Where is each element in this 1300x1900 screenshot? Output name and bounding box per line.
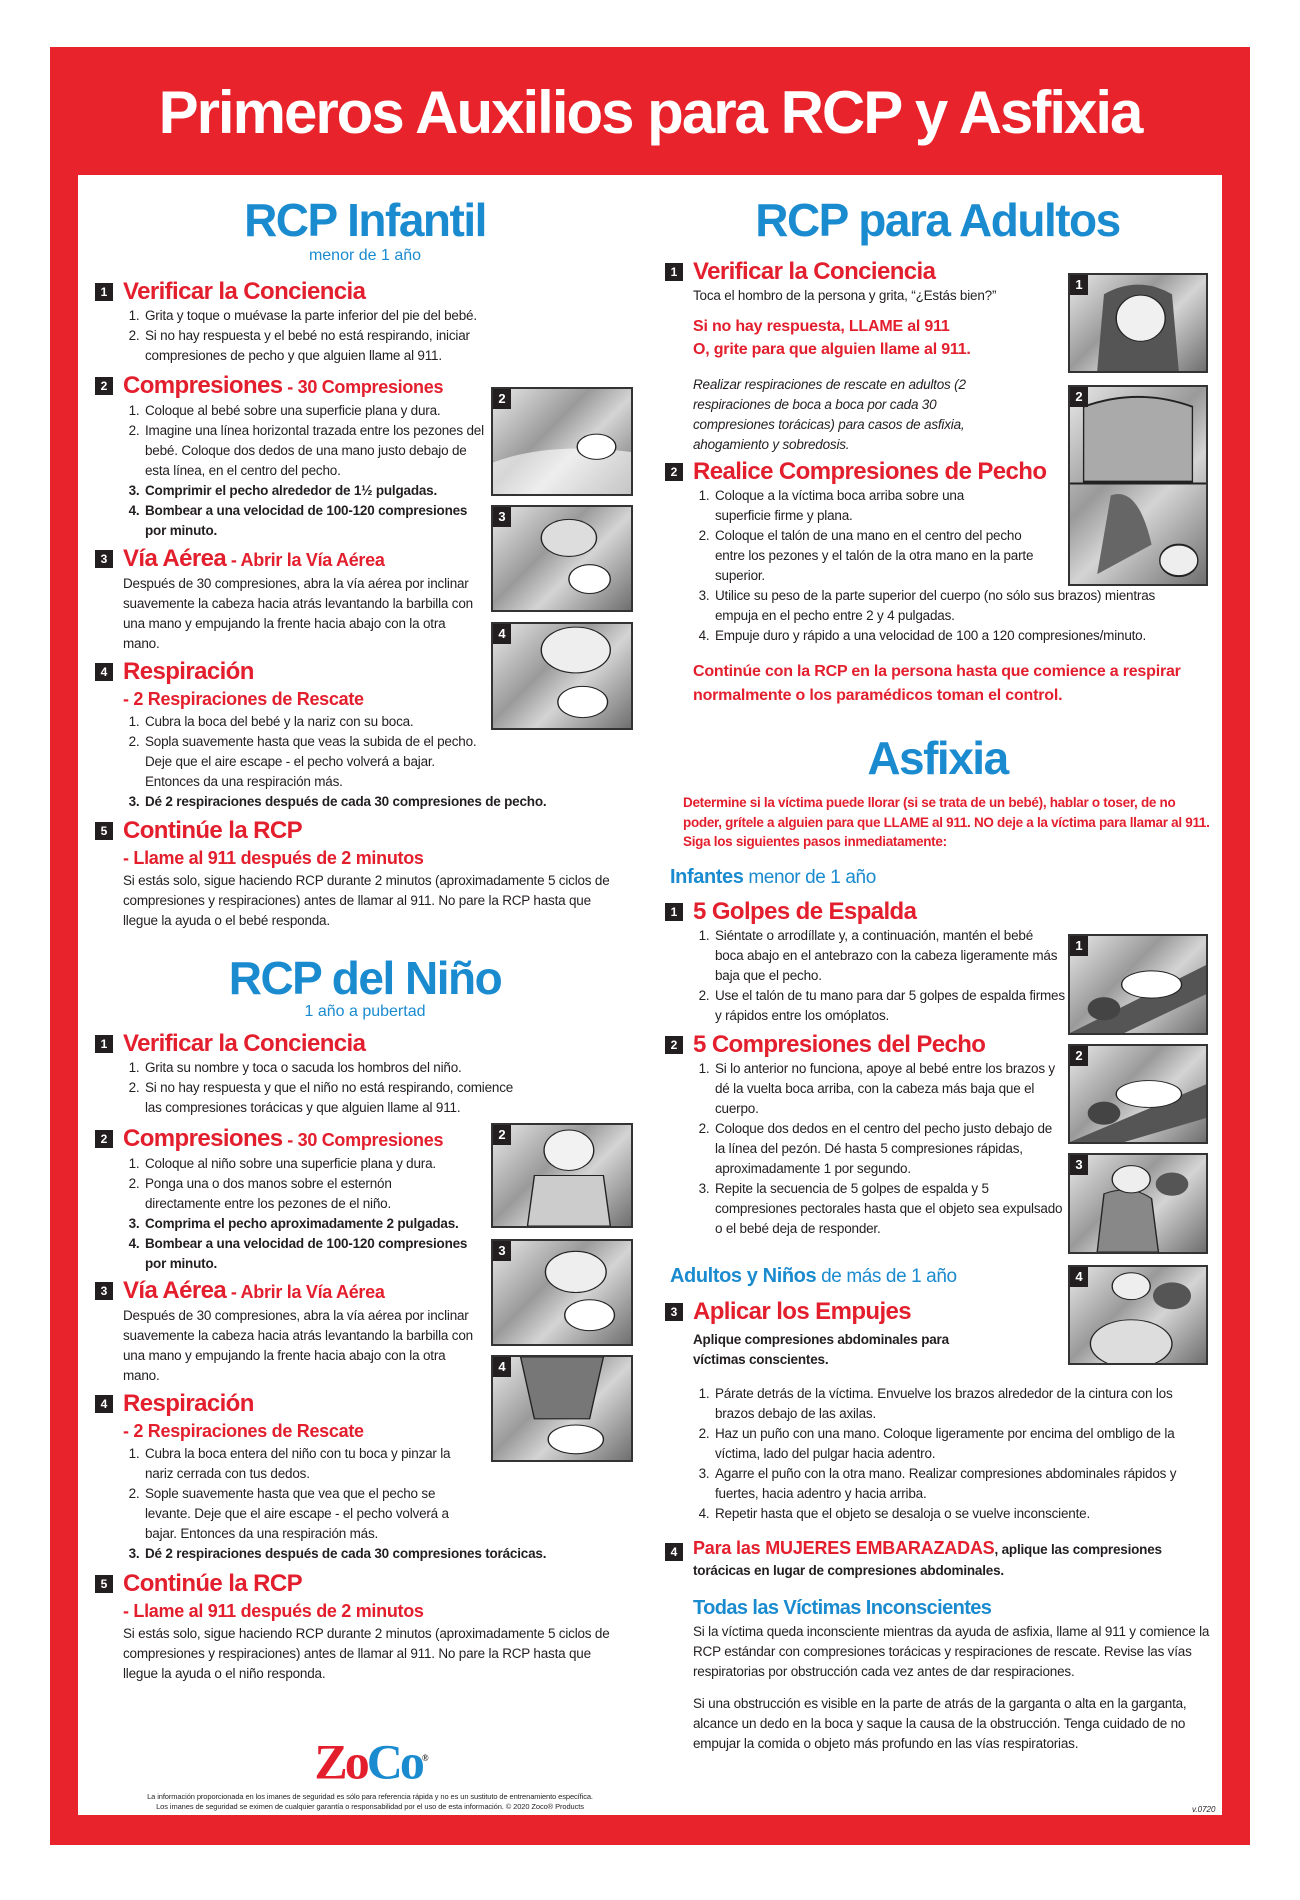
list-item: 1. Grita y toque o muévase la parte inferior del pie del bebé. — [143, 306, 635, 326]
child-cpr-heading: RCP del Niño — [228, 952, 502, 1004]
list-item: 2. Use el talón de tu mano para dar 5 golpes de espalda firmes y rápidos entre los omóplatos. — [713, 986, 1065, 1026]
step-number-badge: 5 — [95, 1575, 113, 1593]
adults-children-category: Adultos y Niños de más de 1 año — [670, 1265, 957, 1287]
step-title: Para las MUJERES EMBARAZADAS — [693, 1538, 995, 1558]
poster-title: Primeros Auxilios para RCP y Asfixia — [158, 79, 1142, 146]
list-item: 3. Dé 2 respiraciones después de cada 30 compresiones torácicas. — [143, 1544, 615, 1564]
step-text: Después de 30 compresiones, abra la vía aérea por inclinar suavemente la cabeza hacia atrás levantando la barbilla con una mano y empujando la frente hacia abajo con la otra mano. — [123, 1308, 473, 1383]
step-title: Vía Aérea — [123, 545, 227, 572]
child-illustration-compressions: 2 — [491, 1123, 633, 1228]
step-title: Aplicar los Empujes — [693, 1298, 912, 1325]
step-title: Compresiones — [123, 372, 283, 399]
adult-step-1 — [665, 258, 1065, 455]
step-title-suffix: - Abrir la Vía Aérea — [226, 1282, 385, 1302]
step-title: Compresiones — [123, 1125, 283, 1152]
step-title-suffix: - Abrir la Vía Aérea — [226, 550, 385, 570]
list-item: 3. Dé 2 respiraciones después de cada 30 compresiones de pecho. — [143, 792, 615, 812]
step-title: Verificar la Conciencia — [123, 1030, 366, 1057]
step-title: Verificar la Conciencia — [693, 258, 936, 285]
infant-illustration-compressions: 2 — [491, 387, 633, 496]
infant-step-5 — [95, 817, 615, 931]
step-title-suffix: - 30 Compresiones — [282, 377, 444, 397]
list-item: 2. Coloque dos dedos en el centro del pecho justo debajo de la línea del pezón. Dé hasta 5 compresiones rápidas, aproximadamente 1 por segundo. — [713, 1119, 1065, 1179]
infants-category: Infantes menor de 1 año — [670, 866, 876, 888]
list-item: 3. Comprima el pecho aproximadamente 2 pulgadas. — [143, 1214, 490, 1234]
list-item: 4. Repetir hasta que el objeto se desaloja o se vuelve inconsciente. — [713, 1504, 1210, 1524]
list-item: 3. Comprimir el pecho alrededor de 1½ pulgadas. — [143, 481, 490, 501]
child-cpr-subtitle: 1 año a pubertad — [304, 1003, 426, 1020]
step-title: Vía Aérea — [123, 1277, 227, 1304]
step-title: 5 Compresiones del Pecho — [693, 1031, 986, 1058]
step-number-badge: 2 — [665, 1036, 683, 1054]
choking-illustration-pregnant: 4 — [1068, 1265, 1208, 1365]
list-item: 1. Cubra la boca entera del niño con tu boca y pinzar la nariz cerrada con tus dedos. — [143, 1444, 463, 1484]
step-title: Continúe la RCP — [123, 817, 303, 844]
step-subtitle: - Llame al 911 después de 2 minutos — [123, 1601, 424, 1621]
infant-cpr-heading: RCP Infantil — [244, 194, 486, 246]
list-item: 2. Si no hay respuesta y el bebé no está respirando, iniciar compresiones de pecho y que alguien llame al 911. — [143, 326, 473, 366]
list-item: 3. Agarre el puño con la otra mano. Realizar compresiones abdominales rápidos y fuertes, hacia adentro y hacia arriba. — [713, 1464, 1210, 1504]
step-text: , aplique las compresiones torácicas en lugar de compresiones abdominales. — [693, 1542, 1162, 1578]
infant-illustration-airway: 3 — [491, 505, 633, 612]
call-911-alert-2: O, grite para que alguien llame al 911. — [693, 341, 971, 358]
step-subtitle: - 2 Respiraciones de Rescate — [123, 689, 364, 709]
step-number-badge: 4 — [95, 1395, 113, 1413]
list-item: 3. Utilice su peso de la parte superior del cuerpo (no sólo sus brazos) mientras empuja en el pecho entre 2 y 4 pulgadas. — [713, 586, 1183, 626]
step-title: Continúe la RCP — [123, 1570, 303, 1597]
list-item: 2. Sople suavemente hasta que vea que el pecho se levante. Deje que el aire escape - el pecho volverá a bajar. Entonces da una respiración más. — [143, 1484, 463, 1544]
list-item: 2. Ponga una o dos manos sobre el esternón directamente entre los pezones de el niño. — [143, 1174, 433, 1214]
step-number-badge: 2 — [95, 1130, 113, 1148]
step-number-badge: 4 — [95, 663, 113, 681]
step-title-suffix: - 30 Compresiones — [282, 1130, 444, 1150]
child-step-1 — [95, 1030, 635, 1118]
version-label: v.0720 — [1192, 1805, 1216, 1814]
child-step-5 — [95, 1570, 615, 1684]
unconscious-victims — [665, 1594, 1210, 1754]
adult-illustration-phone-call: 1 — [1068, 273, 1208, 373]
choking-step-2 — [665, 1031, 1065, 1239]
choking-step-4 — [665, 1538, 1210, 1581]
child-step-3 — [95, 1277, 480, 1386]
unconscious-text-1: Si la víctima queda inconsciente mientras da ayuda de asfixia, llame al 911 y comience la RCP estándar con compresiones torácicas y respiraciones de rescate. Revise las vías respiratorias por obstrucción cada vez antes de dar respiraciones. — [693, 1624, 1210, 1679]
list-item: 1. Coloque al niño sobre una superficie plana y dura. — [143, 1154, 490, 1174]
list-item: 1. Siéntate o arrodíllate y, a continuación, mantén el bebé boca abajo en el antebrazo con la cabeza ligeramente más baja que el pecho. — [713, 926, 1065, 986]
choking-step-1 — [665, 898, 1065, 1026]
step-number-badge: 1 — [95, 283, 113, 301]
list-item: 2. Sopla suavemente hasta que veas la subida de el pecho. Deje que el aire escape - el pecho volverá a bajar. Entonces da una respiración más. — [143, 732, 488, 792]
list-item: 2. Coloque el talón de una mano en el centro del pecho entre los pezones y el talón de la otra mano en la parte superior. — [713, 526, 1053, 586]
list-item: 4. Bombear a una velocidad de 100-120 compresiones por minuto. — [143, 501, 490, 541]
list-item: 4. Bombear a una velocidad de 100-120 compresiones por minuto. — [143, 1234, 490, 1274]
infant-step-3 — [95, 545, 480, 654]
list-item: 1. Grita su nombre y toca o sacuda los hombros del niño. — [143, 1058, 635, 1078]
step-subtitle: - Llame al 911 después de 2 minutos — [123, 848, 424, 868]
step-text: Si estás solo, sigue haciendo RCP durante 2 minutos (aproximadamente 5 ciclos de compresiones y respiraciones) antes de llamar al 911. No pare la RCP hasta que llegue la ayuda o el niño responda. — [123, 1626, 610, 1681]
rescue-breath-note: Realizar respiraciones de rescate en adultos (2 respiraciones de boca a boca por cada 30 compresiones torácicas) para casos de asfixia, ahogamiento y sobredosis. — [693, 377, 966, 452]
unconscious-title: Todas las Víctimas Inconscientes — [693, 1597, 992, 1619]
child-illustration-airway: 3 — [491, 1239, 633, 1346]
step-number-badge: 3 — [95, 1282, 113, 1300]
step-number-badge: 1 — [665, 263, 683, 281]
step-title: Realice Compresiones de Pecho — [693, 458, 1047, 485]
list-item: 4. Empuje duro y rápido a una velocidad de 100 a 120 compresiones/minuto. — [713, 626, 1210, 646]
step-title: 5 Golpes de Espalda — [693, 898, 917, 925]
step-title: Respiración — [123, 658, 254, 685]
step-title: Respiración — [123, 1390, 254, 1417]
step-number-badge: 3 — [665, 1303, 683, 1321]
infant-step-1 — [95, 278, 635, 366]
choking-illustration-abdominal-thrusts: 3 — [1068, 1153, 1208, 1254]
choking-heading: Asfixia — [867, 732, 1008, 784]
unconscious-text-2: Si una obstrucción es visible en la parte de atrás de la garganta o alta en la garganta, alcance un dedo en la boca y saque la causa de la obstrucción. Tenga cuidado de no empujar la comida o objeto más profundo en las vías respiratorias. — [693, 1696, 1187, 1751]
step-lead: Aplique compresiones abdominales para víctimas conscientes. — [693, 1332, 949, 1367]
infant-step-2 — [95, 372, 490, 541]
disclaimer: La información proporcionada en los imanes de seguridad es sólo para referencia rápida y no es un sustituto de entrenamiento específica. Los imanes de seguridad se eximen de cualquier garantía o responsabilidad por el uso de esta información. © 2020 Zoco® Products — [147, 1792, 593, 1811]
step-number-badge: 5 — [95, 822, 113, 840]
infant-cpr-subtitle: menor de 1 año — [308, 247, 422, 264]
list-item: 1. Coloque a la víctima boca arriba sobre una superficie firme y plana. — [713, 486, 1013, 526]
continue-cpr-note: Continúe con la RCP en la persona hasta que comience a respirar normalmente o los paramédicos toman el control. — [693, 663, 1181, 704]
adult-illustration-chest-compressions: 2 — [1068, 385, 1208, 586]
list-item: 2. Imagine una línea horizontal trazada entre los pezones del bebé. Coloque dos dedos de una mano justo debajo de esta línea, en el centro del pecho. — [143, 421, 490, 481]
step-number-badge: 1 — [665, 903, 683, 921]
step-number-badge: 1 — [95, 1035, 113, 1053]
choking-illustration-back-blows: 1 — [1068, 934, 1208, 1035]
child-step-2 — [95, 1125, 490, 1274]
list-item: 1. Párate detrás de la víctima. Envuelve los brazos alrededor de la cintura con los brazos debajo de las axilas. — [713, 1384, 1210, 1424]
list-item: 2. Haz un puño con una mano. Coloque ligeramente por encima del ombligo de la víctima, lado del pulgar hacia adentro. — [713, 1424, 1210, 1464]
choking-illustration-chest-thrusts: 2 — [1068, 1044, 1208, 1144]
step-number-badge: 4 — [665, 1543, 683, 1561]
zoco-logo: ZoCo® — [314, 1733, 426, 1790]
call-911-alert: Si no hay respuesta, LLAME al 911 — [693, 318, 950, 335]
child-illustration-breathing: 4 — [491, 1355, 633, 1462]
step-text: Después de 30 compresiones, abra la vía aérea por inclinar suavemente la cabeza hacia atrás levantando la barbilla con una mano y empujando la frente hacia abajo con la otra mano. — [123, 576, 473, 651]
list-item: 1. Cubra la boca del bebé y la nariz con su boca. — [143, 712, 615, 732]
step-text: Toca el hombro de la persona y grita, “¿Estás bien?” — [693, 288, 997, 303]
step-title: Verificar la Conciencia — [123, 278, 366, 305]
step-number-badge: 2 — [95, 377, 113, 395]
step-subtitle: - 2 Respiraciones de Rescate — [123, 1421, 364, 1441]
adult-cpr-heading: RCP para Adultos — [755, 194, 1120, 246]
list-item: 1. Si lo anterior no funciona, apoye al bebé entre los brazos y dé la vuelta boca arriba, con la cabeza más baja que el cuerpo. — [713, 1059, 1065, 1119]
list-item: 1. Coloque al bebé sobre una superficie plana y dura. — [143, 401, 490, 421]
infant-illustration-breathing: 4 — [491, 622, 633, 730]
step-number-badge: 2 — [665, 463, 683, 481]
step-number-badge: 3 — [95, 550, 113, 568]
list-item: 3. Repite la secuencia de 5 golpes de espalda y 5 compresiones pectorales hasta que el objeto sea expulsado o el bebé deja de responder. — [713, 1179, 1065, 1239]
choking-intro: Determine si la víctima puede llorar (si se trata de un bebé), hablar o toser, de no poder, grítele a alguien para que LLAME al 911. NO deje a la víctima para llamar al 911. Siga los siguientes pasos inmediatamente: — [683, 795, 1210, 849]
list-item: 2. Si no hay respuesta y que el niño no está respirando, comience las compresiones torácicas y que alguien llame al 911. — [143, 1078, 528, 1118]
step-text: Si estás solo, sigue haciendo RCP durante 2 minutos (aproximadamente 5 ciclos de compresiones y respiraciones) antes de llamar al 911. No pare la RCP hasta que llegue la ayuda o el bebé responda. — [123, 873, 610, 928]
